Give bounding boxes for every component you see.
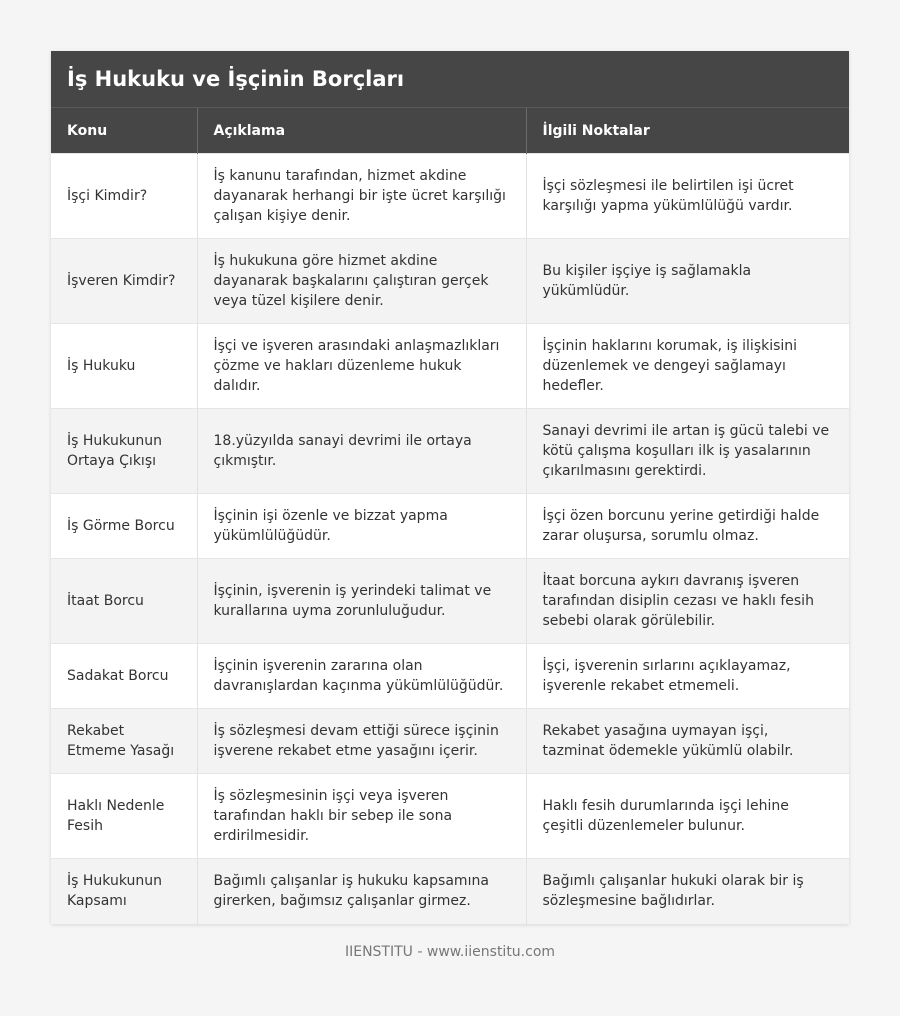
- cell-ilgili-noktalar: Sanayi devrimi ile artan iş gücü talebi ve kötü çalışma koşulları ilk iş yasalarının çıkarılmasını gerektirdi.: [526, 409, 849, 494]
- cell-konu: Haklı Nedenle Fesih: [51, 774, 197, 859]
- cell-ilgili-noktalar: İşçi, işverenin sırlarını açıklayamaz, işverenle rekabet etmemeli.: [526, 644, 849, 709]
- table-row: [51, 494, 849, 559]
- table-row: [51, 644, 849, 709]
- cell-aciklama: İş sözleşmesi devam ettiği sürece işçinin işverene rekabet etme yasağını içerir.: [197, 709, 526, 774]
- cell-ilgili-noktalar: Bağımlı çalışanlar hukuki olarak bir iş sözleşmesine bağlıdırlar.: [526, 859, 849, 924]
- table-row: [51, 774, 849, 859]
- cell-aciklama: İşçi ve işveren arasındaki anlaşmazlıkları çözme ve hakları düzenleme hukuk dalıdır.: [197, 324, 526, 409]
- cell-konu: İşveren Kimdir?: [51, 239, 197, 324]
- cell-konu: İş Görme Borcu: [51, 494, 197, 559]
- table-row: [51, 324, 849, 409]
- cell-aciklama: İşçinin işverenin zararına olan davranışlardan kaçınma yükümlülüğüdür.: [197, 644, 526, 709]
- cell-konu: İş Hukuku: [51, 324, 197, 409]
- cell-ilgili-noktalar: Bu kişiler işçiye iş sağlamakla yükümlüdür.: [526, 239, 849, 324]
- table-row: [51, 559, 849, 644]
- cell-aciklama: 18.yüzyılda sanayi devrimi ile ortaya çıkmıştır.: [197, 409, 526, 494]
- column-header-aciklama: Açıklama: [197, 108, 526, 154]
- table-row: [51, 239, 849, 324]
- cell-ilgili-noktalar: İşçinin haklarını korumak, iş ilişkisini düzenlemek ve dengeyi sağlamayı hedefler.: [526, 324, 849, 409]
- cell-ilgili-noktalar: Rekabet yasağına uymayan işçi, tazminat ödemekle yükümlü olabilr.: [526, 709, 849, 774]
- column-header-ilgili-noktalar: İlgili Noktalar: [526, 108, 849, 154]
- cell-konu: Sadakat Borcu: [51, 644, 197, 709]
- cell-konu: İşçi Kimdir?: [51, 154, 197, 239]
- column-header-konu: Konu: [51, 108, 197, 154]
- table-row: [51, 154, 849, 239]
- table-row: [51, 409, 849, 494]
- table-row: [51, 859, 849, 924]
- data-table: [51, 108, 849, 924]
- table-row: [51, 709, 849, 774]
- cell-ilgili-noktalar: İtaat borcuna aykırı davranış işveren tarafından disiplin cezası ve haklı fesih sebebi olarak görülebilir.: [526, 559, 849, 644]
- cell-aciklama: İş hukukuna göre hizmet akdine dayanarak başkalarını çalıştıran gerçek veya tüzel kişilere denir.: [197, 239, 526, 324]
- cell-konu: İş Hukukunun Ortaya Çıkışı: [51, 409, 197, 494]
- cell-aciklama: İş sözleşmesinin işçi veya işveren tarafından haklı bir sebep ile sona erdirilmesidir.: [197, 774, 526, 859]
- page-title: İş Hukuku ve İşçinin Borçları: [67, 67, 405, 91]
- cell-aciklama: İşçinin işi özenle ve bizzat yapma yükümlülüğüdür.: [197, 494, 526, 559]
- cell-konu: İtaat Borcu: [51, 559, 197, 644]
- footer-credit: IIENSTITU - www.iienstitu.com: [344, 944, 556, 960]
- table-header-row: [51, 108, 849, 154]
- cell-ilgili-noktalar: Haklı fesih durumlarında işçi lehine çeşitli düzenlemeler bulunur.: [526, 774, 849, 859]
- cell-aciklama: İş kanunu tarafından, hizmet akdine dayanarak herhangi bir işte ücret karşılığı çalışan kişiye denir.: [197, 154, 526, 239]
- cell-ilgili-noktalar: İşçi sözleşmesi ile belirtilen işi ücret karşılığı yapma yükümlülüğü vardır.: [526, 154, 849, 239]
- cell-aciklama: İşçinin, işverenin iş yerindeki talimat ve kurallarına uyma zorunluluğudur.: [197, 559, 526, 644]
- cell-aciklama: Bağımlı çalışanlar iş hukuku kapsamına girerken, bağımsız çalışanlar girmez.: [197, 859, 526, 924]
- cell-ilgili-noktalar: İşçi özen borcunu yerine getirdiği halde zarar oluşursa, sorumlu olmaz.: [526, 494, 849, 559]
- cell-konu: İş Hukukunun Kapsamı: [51, 859, 197, 924]
- title-bar: [51, 51, 849, 108]
- cell-konu: Rekabet Etmeme Yasağı: [51, 709, 197, 774]
- table-card: [51, 51, 849, 924]
